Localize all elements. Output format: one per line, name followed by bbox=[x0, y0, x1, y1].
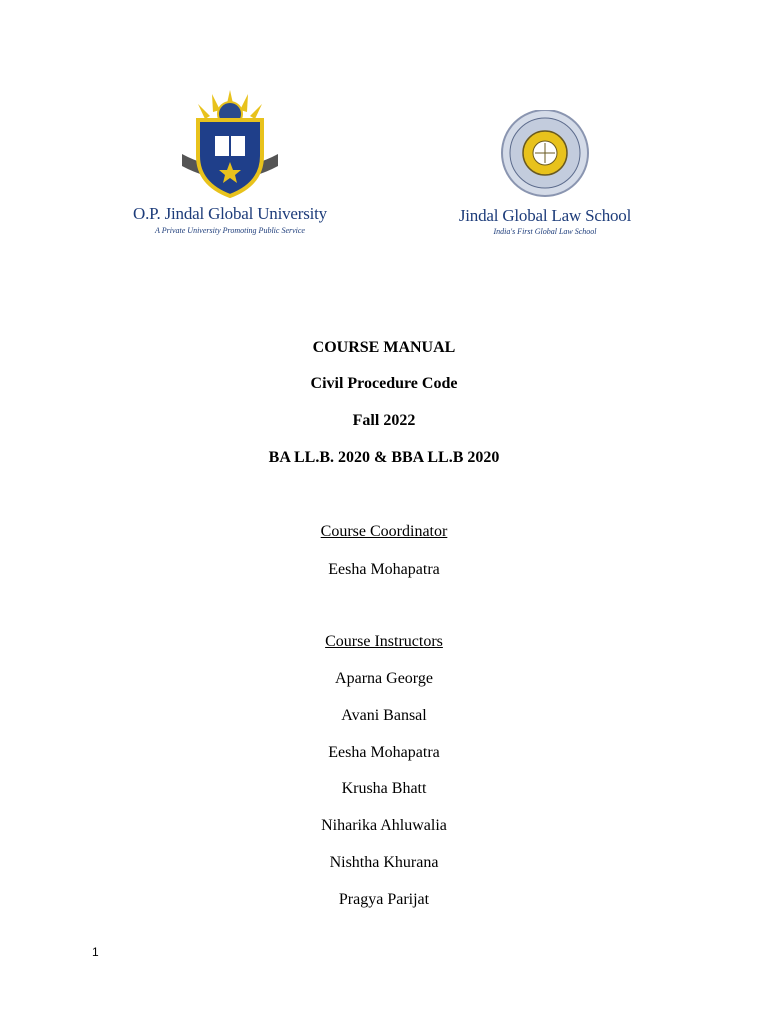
law-school-tagline: India's First Global Law School bbox=[493, 227, 597, 236]
instructor-name: Nishtha Khurana bbox=[329, 854, 439, 871]
crest-icon bbox=[120, 88, 340, 203]
page-number: 1 bbox=[92, 945, 99, 959]
seal-icon bbox=[450, 110, 640, 205]
instructor-name: Krusha Bhatt bbox=[341, 780, 427, 797]
law-school-name: Jindal Global Law School bbox=[458, 206, 632, 225]
university-name: O.P. Jindal Global University bbox=[133, 204, 327, 223]
coordinator-label: Course Coordinator bbox=[320, 523, 448, 540]
instructor-name: Aparna George bbox=[335, 670, 433, 687]
instructor-name: Avani Bansal bbox=[341, 707, 427, 724]
instructor-name: Pragya Parijat bbox=[338, 891, 430, 908]
coordinator-name: Eesha Mohapatra bbox=[328, 561, 440, 578]
course-title: Civil Procedure Code bbox=[310, 375, 458, 392]
law-school-logo bbox=[450, 110, 640, 245]
programme: BA LL.B. 2020 & BBA LL.B 2020 bbox=[268, 449, 500, 466]
term: Fall 2022 bbox=[352, 412, 416, 429]
instructors-label: Course Instructors bbox=[325, 633, 443, 650]
document-heading: COURSE MANUAL bbox=[312, 339, 456, 356]
university-logo bbox=[120, 88, 340, 238]
university-tagline: A Private University Promoting Public Service bbox=[155, 226, 305, 235]
instructor-name: Eesha Mohapatra bbox=[328, 744, 440, 761]
instructor-name: Niharika Ahluwalia bbox=[321, 817, 447, 834]
